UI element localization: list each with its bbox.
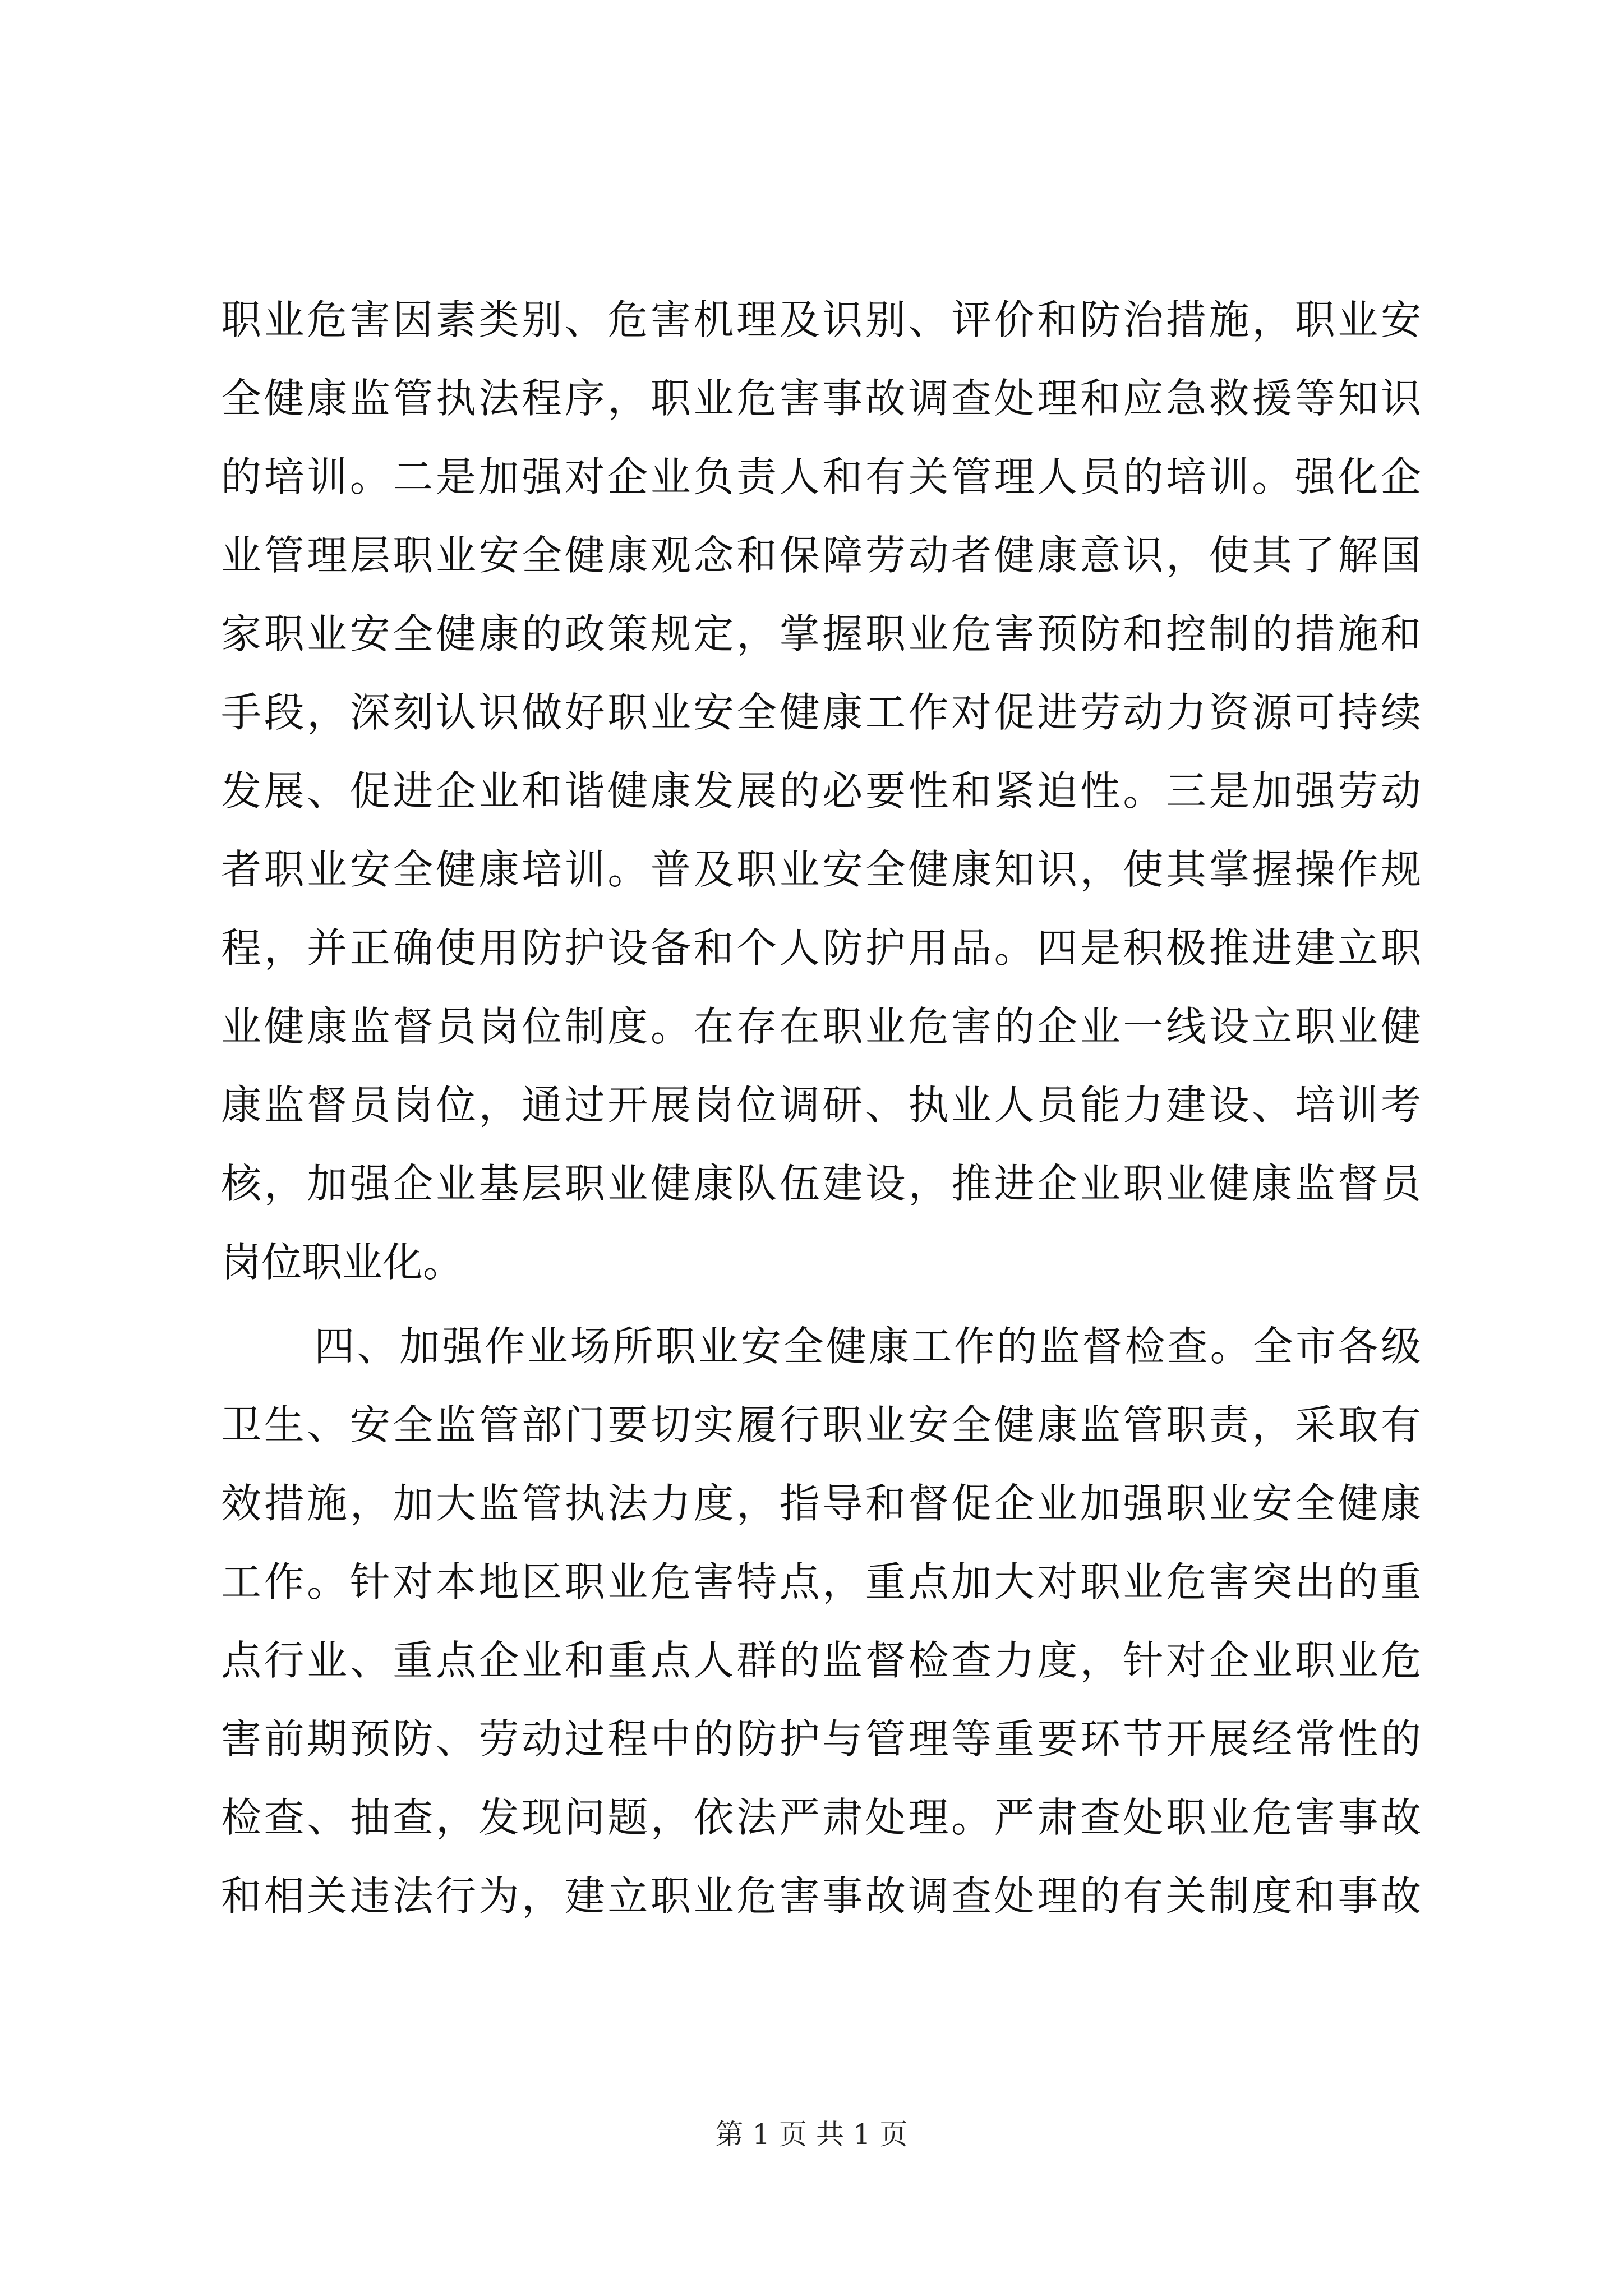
paragraph-2-line-7: 检查、抽查，发现问题，依法严肃处理。严肃查处职业危害事故 [221, 1794, 1421, 1841]
paragraph-2-line-3: 效措施，加大监管执法力度，指导和督促企业加强职业安全健康 [221, 1480, 1421, 1527]
paragraph-1-line-12: 核，加强企业基层职业健康队伍建设，推进企业职业健康监督员 [221, 1160, 1421, 1207]
paragraph-2-line-6: 害前期预防、劳动过程中的防护与管理等重要环节开展经常性的 [221, 1715, 1421, 1763]
paragraph-1-line-5: 家职业安全健康的政策规定，掌握职业危害预防和控制的措施和 [221, 610, 1421, 657]
paragraph-2-line-2: 卫生、安全监管部门要切实履行职业安全健康监管职责，采取有 [221, 1401, 1421, 1448]
paragraph-2-line-4: 工作。针对本地区职业危害特点，重点加大对职业危害突出的重 [221, 1558, 1421, 1605]
paragraph-2-line-1: 四、加强作业场所职业安全健康工作的监督检查。全市各级 [314, 1323, 1421, 1370]
paragraph-1-line-4: 业管理层职业安全健康观念和保障劳动者健康意识，使其了解国 [221, 532, 1421, 579]
paragraph-1-line-8: 者职业安全健康培训。普及职业安全健康知识，使其掌握操作规 [221, 846, 1421, 893]
page-footer: 第 1 页 共 1 页 [715, 2118, 908, 2151]
paragraph-1-line-2: 全健康监管执法程序，职业危害事故调查处理和应急救援等知识 [221, 375, 1421, 422]
paragraph-1-line-1: 职业危害因素类别、危害机理及识别、评价和防治措施，职业安 [221, 296, 1421, 343]
paragraph-1-line-13: 岗位职业化。 [221, 1239, 464, 1286]
paragraph-1-line-9: 程，并正确使用防护设备和个人防护用品。四是积极推进建立职 [221, 924, 1421, 972]
paragraph-1-line-7: 发展、促进企业和谐健康发展的必要性和紧迫性。三是加强劳动 [221, 767, 1421, 815]
paragraph-1-line-11: 康监督员岗位，通过开展岗位调研、执业人员能力建设、培训考 [221, 1082, 1421, 1129]
paragraph-1-line-6: 手段，深刻认识做好职业安全健康工作对促进劳动力资源可持续 [221, 689, 1421, 736]
paragraph-2-line-5: 点行业、重点企业和重点人群的监督检查力度，针对企业职业危 [221, 1637, 1421, 1684]
paragraph-2-line-8: 和相关违法行为，建立职业危害事故调查处理的有关制度和事故 [221, 1872, 1421, 1920]
paragraph-1-line-10: 业健康监督员岗位制度。在存在职业危害的企业一线设立职业健 [221, 1003, 1421, 1050]
paragraph-1-line-3: 的培训。二是加强对企业负责人和有关管理人员的培训。强化企 [221, 453, 1421, 500]
